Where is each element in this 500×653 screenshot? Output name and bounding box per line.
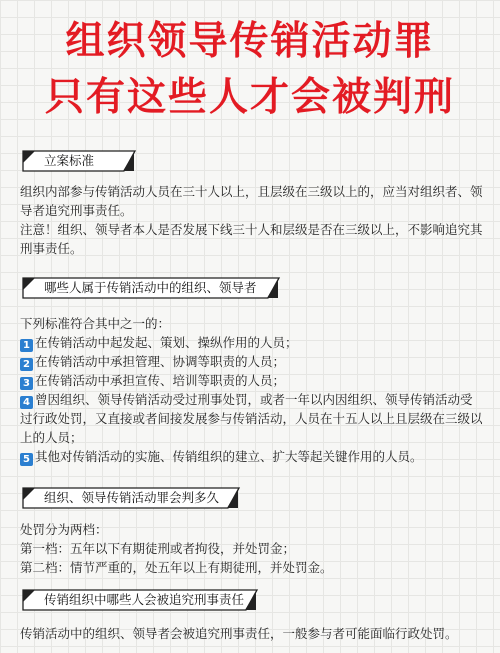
section-heading-3: 组织、领导传销活动罪会判多久 (44, 490, 220, 505)
number-badge: 1 (20, 339, 33, 352)
section-1-body (20, 182, 484, 258)
number-badge: 3 (20, 377, 33, 390)
list-item-text: 在传销活动中起发起、策划、操纵作用的人员； (35, 335, 298, 350)
number-badge: 2 (20, 358, 33, 371)
section-2-body (20, 314, 484, 466)
paragraph: 注意！组织、领导者本人是否发展下线三十人和层级是否在三级以上，不影响追究其刑事责任。 (20, 222, 483, 256)
paragraph: 处罚分为两档： (20, 522, 108, 537)
list-item (20, 390, 484, 447)
list-item (20, 371, 484, 390)
paragraph: 第一档：五年以下有期徒刑或者拘役，并处罚金； (20, 541, 296, 556)
paragraph: 第二档：情节严重的，处五年以上有期徒刑，并处罚金。 (20, 560, 333, 575)
section-heading-banner-1 (20, 147, 138, 175)
section-heading-banner-3 (20, 484, 242, 512)
list-item-text: 其他对传销活动的实施、传销组织的建立、扩大等起关键作用的人员。 (35, 449, 423, 464)
section-3-body (20, 520, 484, 577)
list-item-text: 在传销活动中承担管理、协调等职责的人员； (35, 354, 286, 369)
paragraph: 下列标准符合其中之一的： (20, 316, 171, 331)
section-heading-banner-4 (20, 586, 260, 614)
section-4-body (20, 624, 484, 643)
number-badge: 5 (20, 453, 33, 466)
paragraph: 传销活动中的组织、领导者会被追究刑事责任，一般参与者可能面临行政处罚。 (20, 626, 458, 641)
page-title-line-1: 组织领导传销活动罪 (65, 19, 435, 64)
list-item (20, 333, 484, 352)
section-heading-2: 哪些人属于传销活动中的组织、领导者 (44, 280, 257, 295)
list-item (20, 352, 484, 371)
section-heading-4: 传销组织中哪些人会被追究刑事责任 (44, 592, 245, 607)
list-item-text: 曾因组织、领导传销活动受过刑事处罚，或者一年以内因组织、领导传销活动受过行政处罚，又直接或者间接发展参与传销活动，人员在十五人以上且层级在三级以上的人员； (20, 392, 483, 445)
section-heading-banner-2 (20, 274, 282, 302)
number-badge: 4 (20, 396, 33, 409)
list-item-text: 在传销活动中承担宣传、培训等职责的人员； (35, 373, 286, 388)
section-heading-1: 立案标准 (44, 153, 95, 168)
list-item (20, 447, 484, 466)
paragraph: 组织内部参与传销活动人员在三十人以上，且层级在三级以上的，应当对组织者、领导者追究刑事责任。 (20, 184, 483, 218)
page-title-line-2: 只有这些人才会被判刑 (44, 75, 455, 120)
